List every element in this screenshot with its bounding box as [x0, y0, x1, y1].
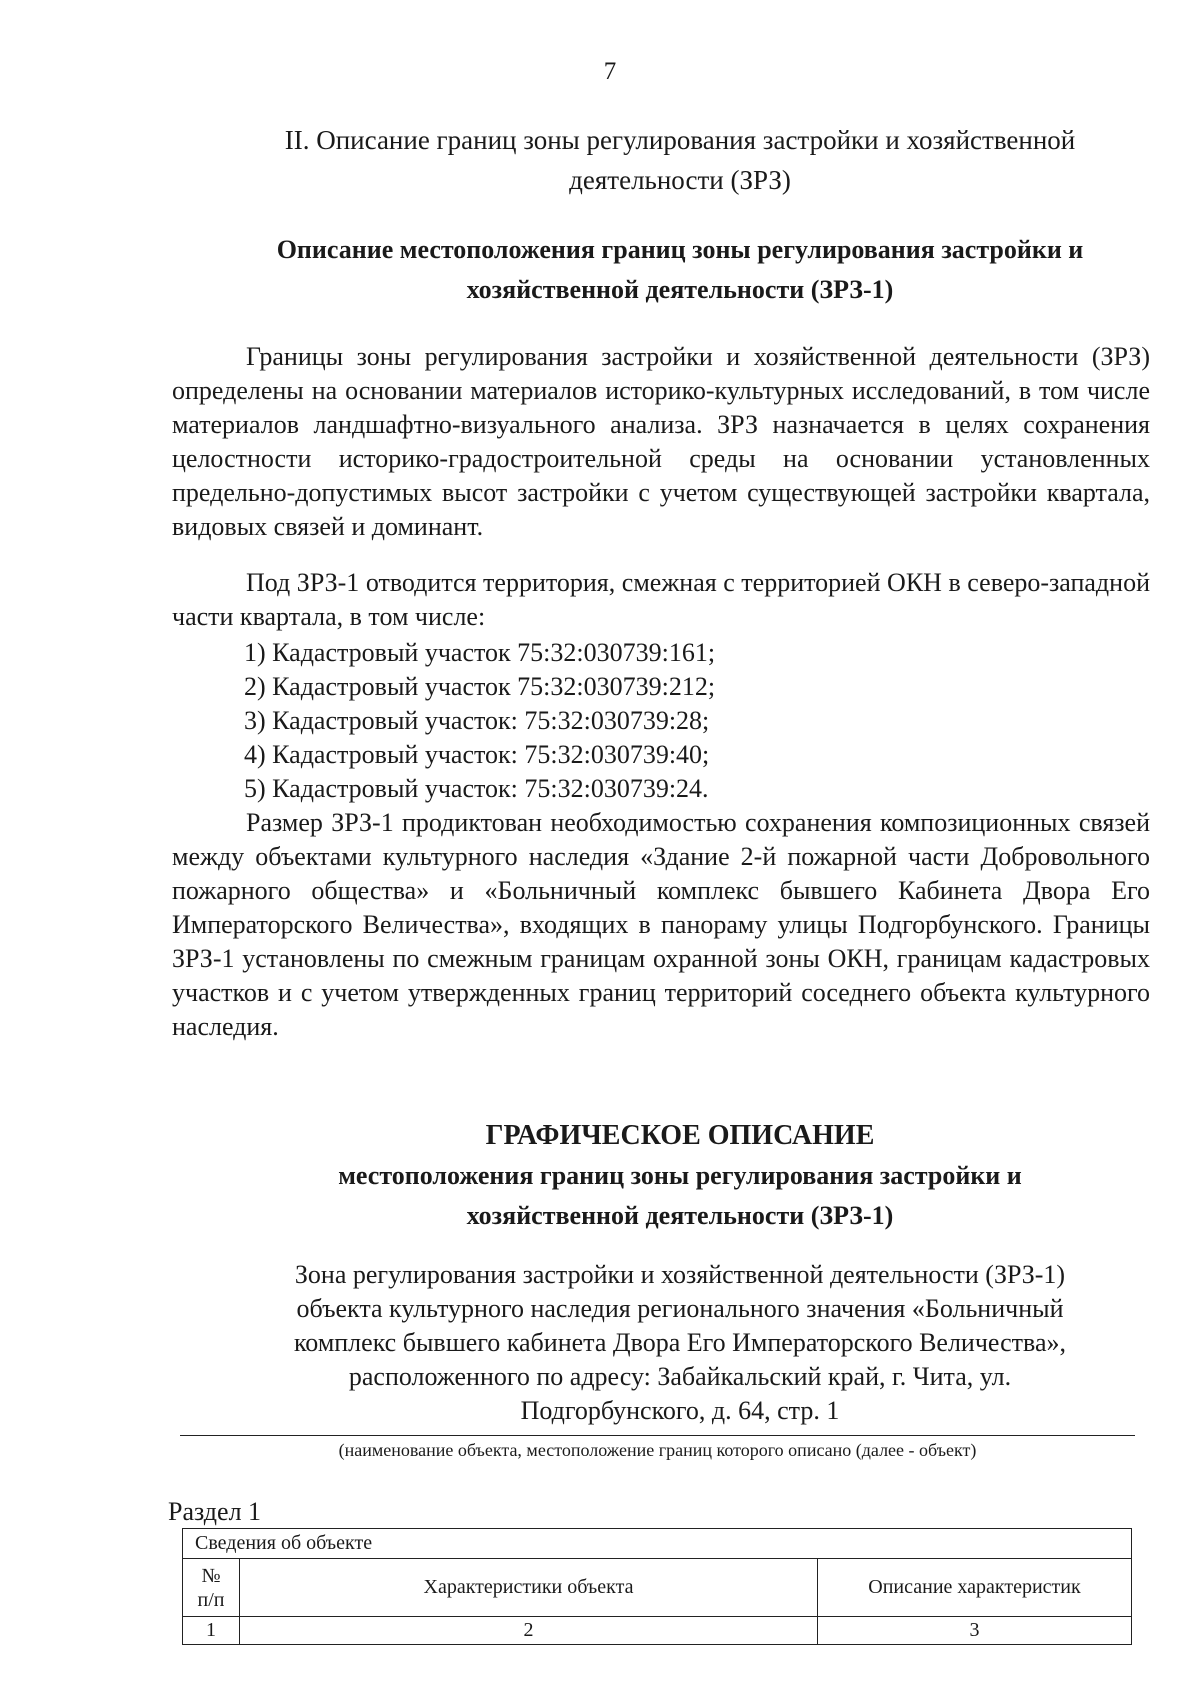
object-name-line: Подгорбунского, д. 64, стр. 1 [520, 1396, 840, 1425]
parcel-item: 5) Кадастровый участок: 75:32:030739:24. [244, 774, 709, 803]
location-heading-line1: Описание местоположения границ зоны регулирования застройки и [276, 235, 1084, 264]
graphic-subtitle-line2: хозяйственной деятельности (ЗРЗ-1) [466, 1201, 894, 1230]
location-heading-line2: хозяйственной деятельности (ЗРЗ-1) [466, 275, 894, 304]
paragraph-zrz1-size: Размер ЗРЗ-1 продиктован необходимостью сохранения композиционных связей между объектами культурного наследия «Здание 2-й пожарной части Добровольного пожарного общества» и «Больничный комплекс бывшего Кабинета Двора Его Императорского Величества», входящих в панораму улицы Подгорбунского. Границы ЗРЗ-1 установлены по смежным границам охранной зоны ОКН, границам кадастровых участков и с учетом утвержденных границ территорий соседнего объекта культурного наследия. [172, 808, 1150, 1041]
parcel-list [244, 636, 715, 806]
object-name-line: Зона регулирования застройки и хозяйственной деятельности (ЗРЗ-1) [294, 1260, 1066, 1289]
paragraph-zrz-definition: Границы зоны регулирования застройки и хозяйственной деятельности (ЗРЗ) определены на основании материалов историко-культурных исследований, в том числе материалов ландшафтно-визуального анализа. ЗРЗ назначается в целях сохранения целостности историко-градостроительной среды на основании установленных предельно-допустимых высот застройки с учетом существующей застройки квартала, видовых связей и доминант. [172, 342, 1150, 541]
object-info-table [182, 1528, 1132, 1645]
header-number-line1: № [201, 1564, 221, 1587]
parcel-item: 2) Кадастровый участок 75:32:030739:212; [244, 672, 716, 701]
object-name-line: комплекс бывшего кабинета Двора Его Императорского Величества», [294, 1328, 1066, 1357]
column-number-cell: 2 [240, 1617, 818, 1645]
paragraph-zrz1-territory: Под ЗРЗ-1 отводится территория, смежная с территорией ОКН в северо-западной части квартала, в том числе: [172, 568, 1150, 631]
parcel-item: 1) Кадастровый участок 75:32:030739:161; [244, 638, 716, 667]
parcel-item: 3) Кадастровый участок: 75:32:030739:28; [244, 706, 710, 735]
object-name-line: расположенного по адресу: Забайкальский край, г. Чита, ул. [348, 1362, 1012, 1391]
header-characteristics: Характеристики объекта [240, 1559, 818, 1617]
header-description: Описание характеристик [818, 1559, 1132, 1617]
graphic-description-subtitle [140, 1156, 1200, 1236]
header-number-line2: п/п [197, 1588, 225, 1611]
section-title [140, 120, 1200, 200]
object-name [160, 1258, 1200, 1428]
graphic-description-title: ГРАФИЧЕСКОЕ ОПИСАНИЕ [485, 1120, 875, 1151]
section-title-line1: II. Описание границ зоны регулирования застройки и хозяйственной [284, 125, 1076, 155]
graphic-subtitle-line1: местоположения границ зоны регулирования застройки и [338, 1161, 1022, 1190]
page-number: 7 [603, 58, 617, 85]
column-number-cell: 1 [183, 1617, 240, 1645]
object-name-line: объекта культурного наследия регионального значения «Больничный [296, 1294, 1064, 1323]
column-number-cell: 3 [818, 1617, 1132, 1645]
parcel-item: 4) Кадастровый участок: 75:32:030739:40; [244, 740, 710, 769]
section-label: Раздел 1 [168, 1497, 262, 1526]
location-heading [140, 230, 1200, 310]
table-title: Сведения об объекте [183, 1529, 1132, 1559]
underline-rule [180, 1435, 1135, 1436]
section-title-line2: деятельности (ЗРЗ) [569, 165, 791, 195]
header-number [183, 1559, 240, 1617]
object-caption: (наименование объекта, местоположение границ которого описано (далее - объект) [338, 1440, 977, 1460]
